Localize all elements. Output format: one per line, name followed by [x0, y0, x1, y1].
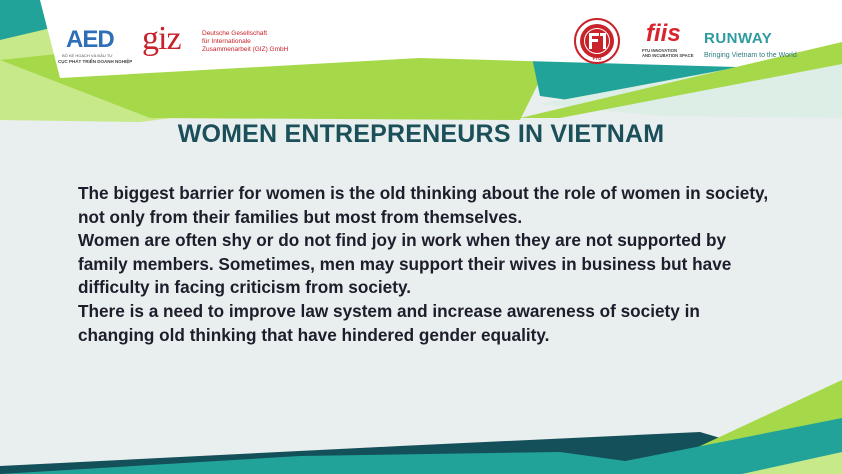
giz-line-2: für Internationale: [202, 38, 251, 45]
giz-logo: [142, 20, 322, 64]
runway-tagline: Bringing Vietnam to the World: [704, 52, 797, 59]
runway-logo: [704, 30, 814, 60]
body-paragraph-2: Women are often shy or do not find joy in work when they are not supported by family members. Sometimes, men may support their wives in business but have difficulty in facing criticism from society.: [78, 230, 732, 298]
body-paragraph-3: There is a need to improve law system and increase awareness of society in changing old thinking that have hindered gender equality.: [78, 300, 700, 345]
ftu-seal-logo: [574, 18, 620, 64]
slide-title: WOMEN ENTREPRENEURS IN VIETNAM: [177, 120, 665, 148]
aed-ministry-text: BỘ KẾ HOẠCH VÀ ĐẦU TƯ: [62, 53, 113, 58]
fiis-line-1: FTU INNOVATION: [642, 48, 677, 53]
giz-logo-mark: giz: [142, 20, 181, 57]
body-paragraph-1: The biggest barrier for women is the old thinking about the role of women in society, not only from their families but most from themselves.: [78, 183, 769, 227]
giz-logo-text: [202, 30, 288, 54]
fiis-logo-mark: fiis: [646, 20, 681, 47]
giz-line-1: Deutsche Gesellschaft: [202, 30, 268, 37]
aed-logo-mark: AED: [66, 26, 114, 53]
fiis-line-2: AND INCUBATION SPACE: [642, 53, 694, 58]
slide-body: [78, 182, 778, 347]
fiis-logo-text: [642, 48, 694, 58]
giz-line-3: Zusammenarbeit (GIZ) GmbH: [202, 46, 289, 53]
runway-logo-mark: RUNWAY: [704, 30, 773, 47]
ftu-seal-text: FTU: [592, 56, 602, 61]
aed-logo: [58, 26, 133, 66]
fiis-logo: [642, 22, 702, 64]
aed-agency-text: CỤC PHÁT TRIỂN DOANH NGHIỆP: [58, 59, 133, 64]
